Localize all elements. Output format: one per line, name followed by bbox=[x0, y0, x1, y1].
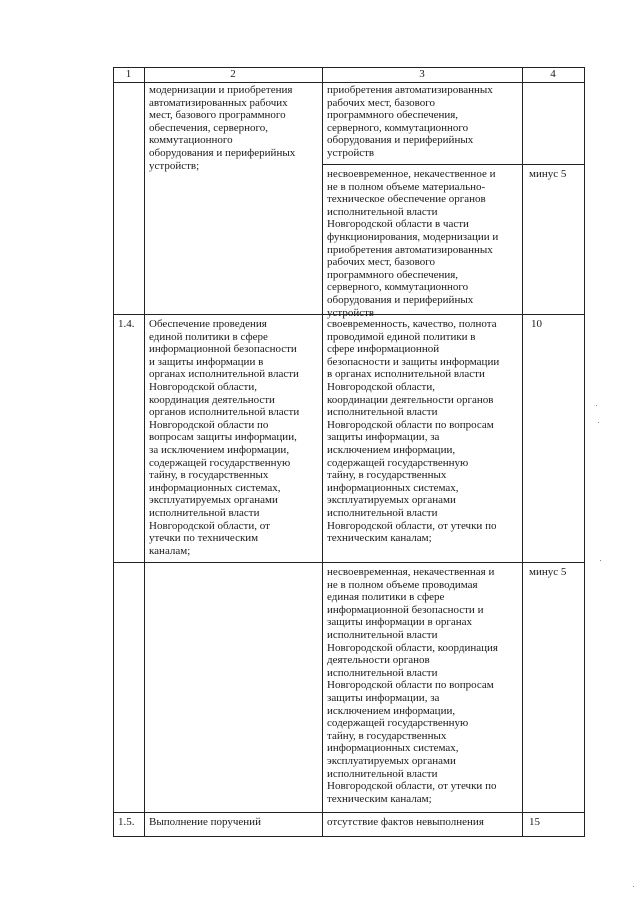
header-col-3: 3 bbox=[419, 68, 425, 80]
row-1-5-number: 1.5. bbox=[118, 816, 135, 828]
header-col-4: 4 bbox=[550, 68, 556, 80]
row-1-5-top bbox=[113, 812, 585, 813]
scan-speck bbox=[633, 886, 634, 887]
row-1-5-col4a-score: 15 bbox=[529, 816, 540, 828]
header-col-1: 1 bbox=[125, 68, 132, 80]
row-1-4-subdivider bbox=[113, 562, 585, 563]
table-divider-col1 bbox=[144, 67, 145, 837]
scan-speck bbox=[598, 422, 599, 423]
header-col-2: 2 bbox=[230, 68, 236, 80]
row1-col2-text: модернизации и приобретения автоматизированных рабочих мест, базового программного обеспечения, серверного, коммутационного оборудования и периферийных устройств; bbox=[149, 84, 296, 172]
row1-col4b-score: минус 5 bbox=[529, 168, 567, 180]
table-border-right bbox=[584, 67, 585, 837]
row1-subdivider bbox=[322, 164, 585, 165]
scan-speck bbox=[600, 560, 601, 561]
row1-col3b-text: несвоевременное, некачественное и не в полном объеме материально- техническое обеспечение органов исполнительной власти Новгородской области в части функционирования, модернизации и приобретения автоматизированных рабочих мест, базового программного обеспечения, серверного, коммутационного оборудования и периферийных устройств bbox=[327, 168, 499, 319]
table-border-left bbox=[113, 67, 114, 837]
row-1-4-col3a-text: своевременность, качество, полнота проводимой единой политики в сфере информационной безопасности и защиты информации в органах исполнительной власти Новгородской области, координации деятельности органов исполнительной власти Новгородской области по вопросам защиты информации, за исключением информации, содержащей государственную тайну, в государственных информационных системах, эксплуатируемых органами исполнительной власти Новгородской области, от утечки по техническим каналам; bbox=[327, 318, 500, 545]
row-1-5-col3a-text: отсутствие фактов невыполнения bbox=[327, 816, 484, 828]
row-1-4-col4a-score: 10 bbox=[531, 318, 542, 330]
header-bottom-line bbox=[113, 82, 585, 83]
row-1-4-col4b-score: минус 5 bbox=[529, 566, 567, 578]
row-1-4-number: 1.4. bbox=[118, 318, 135, 330]
scan-speck bbox=[596, 405, 597, 406]
row1-col3a-text: приобретения автоматизированных рабочих мест, базового программного обеспечения, серверного, коммутационного оборудования и периферийных устройств bbox=[327, 84, 493, 159]
table-divider-col2 bbox=[322, 67, 323, 837]
row-1-4-col2-text: Обеспечение проведения единой политики в сфере информационной безопасности и защиты информации в органах исполнительной власти Новгородской области, координация деятельности органов исполнительной власти Новгородской области по вопросам защиты информации, за исключением информации, содержащей государственную тайну, в государственных информационных системах, эксплуатируемых органами исполнительной власти Новгородской области, от утечки по техническим каналам; bbox=[149, 318, 300, 557]
table-border-bottom bbox=[113, 836, 585, 837]
row-1-5-col2-text: Выполнение поручений bbox=[149, 816, 261, 828]
row-1-4-col3b-text: несвоевременная, некачественная и не в полном объеме проводимая единая политики в сфере информационной безопасности и защиты информации в органах исполнительной власти Новгородской области, координация деятельности органов исполнительной власти Новгородской области по вопросам защиты информации, за исключением информации, содержащей государственную тайну, в государственных информационных системах, эксплуатируемых органами исполнительной власти Новгородской области, от утечки по техническим каналам; bbox=[327, 566, 498, 805]
table-divider-col3 bbox=[522, 67, 523, 837]
